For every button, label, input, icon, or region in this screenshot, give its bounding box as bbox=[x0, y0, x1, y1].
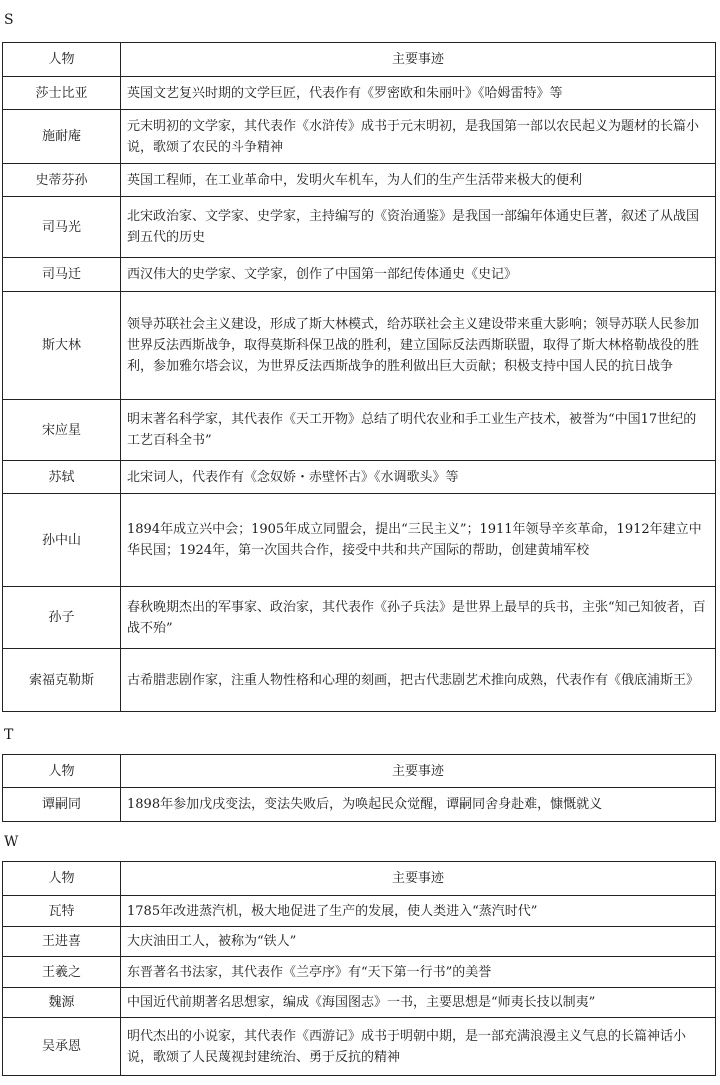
person-deeds: 古希腊悲剧作家，注重人物性格和心理的刻画，把古代悲剧艺术推向成熟，代表作有《俄底浦斯王》 bbox=[121, 649, 716, 712]
table-row bbox=[3, 258, 716, 292]
person-name: 孙中山 bbox=[3, 494, 121, 587]
table-header-row bbox=[3, 43, 716, 77]
person-deeds: 1894年成立兴中会；1905年成立同盟会，提出“三民主义”；1911年领导辛亥革命，1912年建立中华民国；1924年，第一次国共合作，接受中共和共产国际的帮助，创建黄埔军校 bbox=[121, 494, 716, 587]
person-name: 莎士比亚 bbox=[3, 77, 121, 110]
person-deeds: 明末著名科学家，其代表作《天工开物》总结了明代农业和手工业生产技术，被誉为“中国17世纪的工艺百科全书” bbox=[121, 400, 716, 461]
person-deeds: 领导苏联社会主义建设，形成了斯大林模式，给苏联社会主义建设带来重大影响；领导苏联人民参加世界反法西斯战争，取得莫斯科保卫战的胜利，建立国际反法西斯联盟，取得了斯大林格勒战役的胜利，参加雅尔塔会议，为世界反法西斯战争的胜利做出巨大贡献；积极支持中国人民的抗日战争 bbox=[121, 292, 716, 400]
person-deeds: 北宋词人，代表作有《念奴娇・赤壁怀古》《水调歌头》等 bbox=[121, 461, 716, 494]
person-name: 王羲之 bbox=[3, 957, 121, 988]
person-name: 魏源 bbox=[3, 988, 121, 1018]
person-deeds: 春秋晚期杰出的军事家、政治家，其代表作《孙子兵法》是世界上最早的兵书，主张“知己知彼者，百战不殆” bbox=[121, 587, 716, 649]
person-deeds: 西汉伟大的史学家、文学家，创作了中国第一部纪传体通史《史记》 bbox=[121, 258, 716, 292]
table-row bbox=[3, 988, 716, 1018]
table-row bbox=[3, 788, 716, 822]
person-name: 史蒂芬孙 bbox=[3, 164, 121, 197]
person-deeds: 明代杰出的小说家，其代表作《西游记》成书于明朝中期，是一部充满浪漫主义气息的长篇神话小说，歌颂了人民蔑视封建统治、勇于反抗的精神 bbox=[121, 1018, 716, 1076]
table-row bbox=[3, 587, 716, 649]
person-deeds: 1898年参加戊戌变法，变法失败后，为唤起民众觉醒，谭嗣同舍身赴难，慷慨就义 bbox=[121, 788, 716, 822]
person-deeds: 东晋著名书法家，其代表作《兰亭序》有“天下第一行书”的美誉 bbox=[121, 957, 716, 988]
table-section-t bbox=[2, 754, 716, 822]
person-name: 司马光 bbox=[3, 197, 121, 258]
section-letter-w: W bbox=[4, 834, 19, 850]
table-row bbox=[3, 77, 716, 110]
table-row bbox=[3, 896, 716, 927]
person-name: 孙子 bbox=[3, 587, 121, 649]
person-deeds: 1785年改进蒸汽机，极大地促进了生产的发展，使人类进入“蒸汽时代” bbox=[121, 896, 716, 927]
person-deeds: 元末明初的文学家，其代表作《水浒传》成书于元末明初，是我国第一部以农民起义为题材的长篇小说，歌颂了农民的斗争精神 bbox=[121, 110, 716, 164]
table-row bbox=[3, 197, 716, 258]
table-row bbox=[3, 1018, 716, 1076]
person-deeds: 英国工程师，在工业革命中，发明火车机车，为人们的生产生活带来极大的便利 bbox=[121, 164, 716, 197]
table-section-s bbox=[2, 42, 716, 712]
table-row bbox=[3, 400, 716, 461]
header-person: 人物 bbox=[3, 755, 121, 788]
table-header-row bbox=[3, 755, 716, 788]
person-name: 司马迁 bbox=[3, 258, 121, 292]
person-name: 索福克勒斯 bbox=[3, 649, 121, 712]
person-name: 瓦特 bbox=[3, 896, 121, 927]
person-name: 谭嗣同 bbox=[3, 788, 121, 822]
person-name: 宋应星 bbox=[3, 400, 121, 461]
table-row bbox=[3, 927, 716, 957]
table-row bbox=[3, 957, 716, 988]
section-letter-t: T bbox=[4, 727, 14, 743]
section-letter-s: S bbox=[4, 12, 14, 28]
person-deeds: 中国近代前期著名思想家，编成《海国图志》一书，主要思想是“师夷长技以制夷” bbox=[121, 988, 716, 1018]
header-deeds: 主要事迹 bbox=[121, 755, 716, 788]
person-name: 苏轼 bbox=[3, 461, 121, 494]
table-row bbox=[3, 494, 716, 587]
table-row bbox=[3, 110, 716, 164]
person-name: 王进喜 bbox=[3, 927, 121, 957]
header-deeds: 主要事迹 bbox=[121, 43, 716, 77]
header-person: 人物 bbox=[3, 862, 121, 896]
header-deeds: 主要事迹 bbox=[121, 862, 716, 896]
table-header-row bbox=[3, 862, 716, 896]
table-row bbox=[3, 649, 716, 712]
person-deeds: 英国文艺复兴时期的文学巨匠，代表作有《罗密欧和朱丽叶》《哈姆雷特》等 bbox=[121, 77, 716, 110]
header-person: 人物 bbox=[3, 43, 121, 77]
table-row bbox=[3, 292, 716, 400]
table-row bbox=[3, 461, 716, 494]
person-name: 吴承恩 bbox=[3, 1018, 121, 1076]
person-deeds: 大庆油田工人，被称为“铁人” bbox=[121, 927, 716, 957]
person-deeds: 北宋政治家、文学家、史学家，主持编写的《资治通鉴》是我国一部编年体通史巨著，叙述了从战国到五代的历史 bbox=[121, 197, 716, 258]
table-section-w bbox=[2, 861, 716, 1076]
table-row bbox=[3, 164, 716, 197]
person-name: 斯大林 bbox=[3, 292, 121, 400]
person-name: 施耐庵 bbox=[3, 110, 121, 164]
